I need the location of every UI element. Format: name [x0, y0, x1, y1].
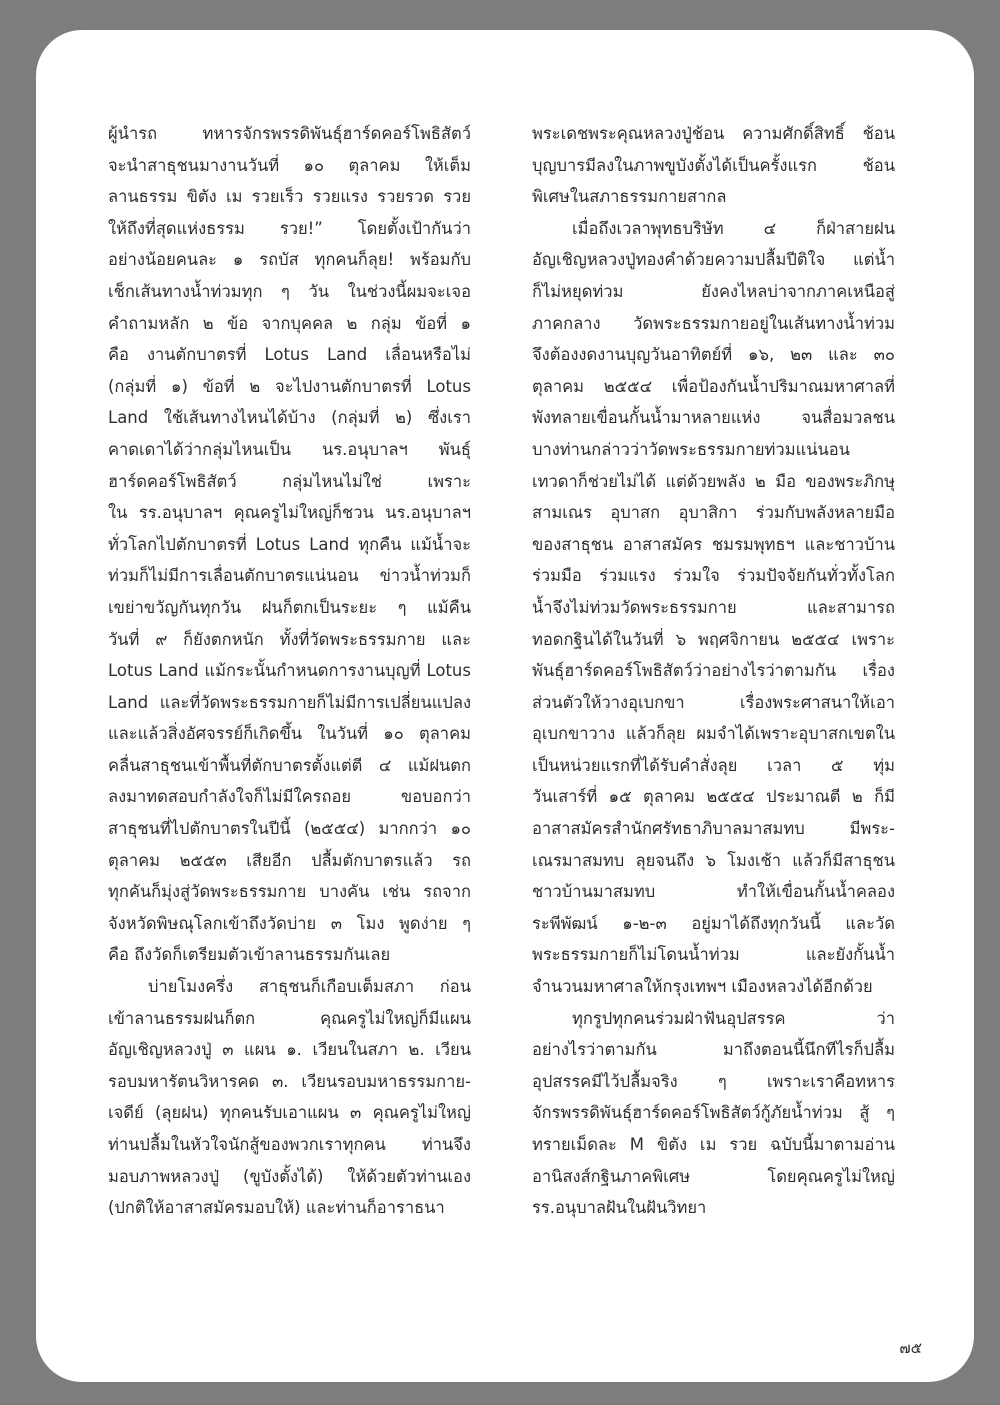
text-line: เขย่าขวัญกันทุกวัน ฝนก็ตกเป็นระยะ ๆ แม้คืน — [108, 597, 471, 617]
text-line: Land ใช้เส้นทางไหนได้บ้าง (กลุ่มที่ ๒) ซึ่งเรา — [108, 408, 471, 428]
text-line: และแล้วสิ่งอัศจรรย์ก็เกิดขึ้น ในวันที่ ๑๐ ตุลาคม — [108, 724, 471, 744]
text-line: มอบภาพหลวงปู่ (ขูบังตั้งได้) ให้ด้วยตัวท่านเอง — [108, 1166, 471, 1186]
text-line: ทรายเม็ดละ M ขิตัง เม รวย ฉบับนี้มาตามอ่าน — [532, 1135, 895, 1154]
text-line: อัญเชิญหลวงปู่ ๓ แผน ๑. เวียนในสภา ๒. เวียน — [108, 1040, 471, 1060]
text-line: คือ ถึงวัดก็เตรียมตัวเข้าลานธรรมกันเลย — [108, 945, 391, 965]
text-line: จังหวัดพิษณุโลกเข้าถึงวัดบ่าย ๓ โมง พูดง่าย ๆ — [108, 913, 471, 933]
text-line: เจดีย์ (ลุยฝน) ทุกคนรับเอาแผน ๓ คุณครูไม่ใหญ่ — [108, 1103, 471, 1123]
text-line: ตุลาคม ๒๕๕๓ เสียอีก ปลื้มตักบาตรแล้ว รถ — [108, 850, 471, 870]
text-line: ลงมาทดสอบกำลังใจก็ไม่มีใครถอย ขอบอกว่า — [108, 787, 471, 807]
text-line: คาดเดาได้ว่ากลุ่มไหนเป็น นร.อนุบาลฯ พันธุ์ — [108, 439, 471, 459]
text-line: ทั่วโลกไปตักบาตรที่ Lotus Land ทุกคืน แม้น้ำจะ — [108, 534, 471, 554]
text-line: จักรพรรดิพันธุ์ฮาร์ดคอร์โพธิสัตว์กู้ภัยน้ำท่วม สู้ ๆ — [532, 1103, 895, 1123]
text-line: บางท่านกล่าวว่าวัดพระธรรมกายท่วมแน่นอน — [532, 439, 850, 459]
text-line: ท่านปลื้มในหัวใจนักสู้ของพวกเราทุกคน ท่านจึง — [108, 1135, 471, 1154]
text-line: อย่างน้อยคนละ ๑ รถบัส ทุกคนก็ลุย! พร้อมกับ — [108, 250, 471, 270]
text-line: สาธุชนที่ไปตักบาตรในปีนี้ (๒๕๕๔) มากกว่า ๑๐ — [108, 819, 471, 839]
text-line: อานิสงส์กฐินภาคพิเศษ โดยคุณครูไม่ใหญ่ — [532, 1166, 895, 1186]
text-line: จะนำสาธุชนมางานวันที่ ๑๐ ตุลาคม ให้เต็ม — [108, 155, 471, 175]
text-line: เช็กเส้นทางน้ำท่วมทุก ๆ วัน ในช่วงนี้ผมจะเจอ — [108, 281, 471, 301]
document-page — [36, 30, 974, 1382]
text-line: วันที่ ๙ ก็ยังตกหนัก ทั้งที่วัดพระธรรมกาย และ — [108, 629, 471, 649]
text-line: ลานธรรม ขิตัง เม รวยเร็ว รวยแรง รวยรวด รวย — [108, 187, 471, 207]
text-line: (กลุ่มที่ ๑) ข้อที่ ๒ จะไปงานตักบาตรที่ Lotus — [108, 376, 471, 396]
text-line: บุญบารมีลงในภาพขูบังตั้งได้เป็นครั้งแรก ช้อน — [532, 155, 895, 175]
text-line: พิเศษในสภาธรรมกายสากล — [532, 187, 727, 207]
text-line: สามเณร อุบาสก อุบาสิกา ร่วมกับพลังหลายมือ — [532, 503, 895, 523]
text-line: บ่ายโมงครึ่ง สาธุชนก็เกือบเต็มสภา ก่อน — [148, 977, 471, 997]
text-line: ผู้นำรถ ทหารจักรพรรดิพันธุ์ฮาร์ดคอร์โพธิสัตว์ — [108, 124, 471, 143]
text-line: ฮาร์ดคอร์โพธิสัตว์ กลุ่มไหนไม่ใช่ เพราะ — [108, 471, 471, 491]
text-line: ทุกคันก็มุ่งสู่วัดพระธรรมกาย บางคัน เช่น รถจาก — [108, 882, 471, 902]
text-line: ตุลาคม ๒๕๕๔ เพื่อป้องกันน้ำปริมาณมหาศาลที่ — [532, 376, 895, 396]
text-line: Land และที่วัดพระธรรมกายก็ไม่มีการเปลี่ยนแปลง — [108, 692, 471, 712]
text-line: เข้าลานธรรมฝนก็ตก คุณครูไม่ใหญ่ก็มีแผน — [108, 1008, 471, 1028]
text-line: ร่วมมือ ร่วมแรง ร่วมใจ ร่วมปัจจัยกันทั่วทั้งโลก — [532, 566, 895, 586]
text-line: เณรมาสมทบ ลุยจนถึง ๖ โมงเช้า แล้วก็มีสาธุชน — [532, 850, 895, 870]
text-line: อย่างไรว่าตามกัน มาถึงตอนนี้นึกทีไรก็ปลื้ม — [532, 1040, 895, 1060]
text-line: รอบมหารัตนวิหารคด ๓. เวียนรอบมหาธรรมกาย- — [108, 1071, 471, 1091]
text-line: Lotus Land แม้กระนั้นกำหนดการงานบุญที่ Lotus — [108, 661, 471, 681]
text-line: ระพีพัฒน์ ๑-๒-๓ อยู่มาได้ถึงทุกวันนี้ และวัด — [532, 913, 895, 933]
text-line: จึงต้องงดงานบุญวันอาทิตย์ที่ ๑๖, ๒๓ และ ๓๐ — [532, 345, 895, 365]
text-line: ก็ไม่หยุดท่วม ยังคงไหลบ่าจากภาคเหนือสู่ — [532, 281, 895, 301]
text-line: ส่วนตัวให้วางอุเบกขา เรื่องพระศาสนาให้เอา — [532, 692, 895, 712]
text-line: ของสาธุชน อาสาสมัคร ชมรมพุทธฯ และชาวบ้าน — [532, 534, 895, 554]
left-text-column — [108, 118, 471, 1224]
text-line: คลื่นสาธุชนเข้าพื้นที่ตักบาตรตั้งแต่ตี ๔ แม้ฝนตก — [108, 755, 471, 775]
text-line: พังทลายเขื่อนกั้นน้ำมาหลายแห่ง จนสื่อมวลชน — [532, 408, 895, 428]
text-line: ทอดกฐินได้ในวันที่ ๖ พฤศจิกายน ๒๕๕๔ เพราะ — [532, 629, 895, 649]
text-line: อาสาสมัครสำนักศรัทธาภิบาลมาสมทบ มีพระ- — [532, 819, 895, 839]
text-line: คือ งานตักบาตรที่ Lotus Land เลื่อนหรือไม่ — [108, 345, 471, 365]
text-line: เมื่อถึงเวลาพุทธบริษัท ๔ ก็ฝ่าสายฝน — [572, 218, 895, 238]
text-line: เป็นหน่วยแรกที่ได้รับคำสั่งลุย เวลา ๕ ทุ่ม — [532, 755, 895, 775]
text-line: ทุกรูปทุกคนร่วมฝ่าฟันอุปสรรค ว่า — [572, 1008, 895, 1028]
text-line: ชาวบ้านมาสมทบ ทำให้เขื่อนกั้นน้ำคลอง — [532, 882, 895, 902]
text-line: อุปสรรคมีไว้ปลื้มจริง ๆ เพราะเราคือทหาร — [532, 1071, 895, 1091]
text-line: พันธุ์ฮาร์ดคอร์โพธิสัตว์ว่าอย่างไรว่าตามกัน เรื่อง — [532, 661, 895, 681]
text-line: ท่วมก็ไม่มีการเลื่อนตักบาตรแน่นอน ข่าวน้ำท่วมก็ — [108, 566, 471, 586]
text-line: (ปกติให้อาสาสมัครมอบให้) และท่านก็อาราธนา — [108, 1198, 445, 1218]
text-line: ภาคกลาง วัดพระธรรมกายอยู่ในเส้นทางน้ำท่วม — [532, 313, 895, 333]
text-line: อุเบกขาวาง แล้วก็ลุย ผมจำได้เพราะอุบาสกเขตใน — [532, 724, 895, 744]
text-line: คำถามหลัก ๒ ข้อ จากบุคคล ๒ กลุ่ม ข้อที่ ๑ — [108, 313, 471, 333]
page-number: ๗๕ — [899, 1339, 922, 1357]
text-line: ให้ถึงที่สุดแห่งธรรม รวย!” โดยตั้งเป้ากันว่า — [108, 218, 471, 238]
text-line: เทวดาก็ช่วยไม่ได้ แต่ด้วยพลัง ๒ มือ ของพระภิกษุ — [532, 471, 895, 491]
text-line: น้ำจึงไม่ท่วมวัดพระธรรมกาย และสามารถ — [532, 597, 895, 617]
text-line: รร.อนุบาลฝันในฝันวิทยา — [532, 1198, 707, 1218]
right-text-column — [532, 118, 895, 1224]
text-line: วันเสาร์ที่ ๑๕ ตุลาคม ๒๕๕๔ ประมาณตี ๒ ก็มี — [532, 787, 895, 807]
text-line: พระธรรมกายก็ไม่โดนน้ำท่วม และยังกั้นน้ำ — [532, 945, 895, 965]
text-line: ใน รร.อนุบาลฯ คุณครูไม่ใหญ่ก็ชวน นร.อนุบาลฯ — [108, 503, 471, 523]
text-line: พระเดชพระคุณหลวงปู่ช้อน ความศักดิ์สิทธิ์ ช้อน — [532, 124, 895, 143]
text-line: อัญเชิญหลวงปู่ทองคำด้วยความปลื้มปีติใจ แต่น้ำ — [532, 250, 895, 270]
text-line: จำนวนมหาศาลให้กรุงเทพฯ เมืองหลวงได้อีกด้วย — [532, 977, 873, 997]
